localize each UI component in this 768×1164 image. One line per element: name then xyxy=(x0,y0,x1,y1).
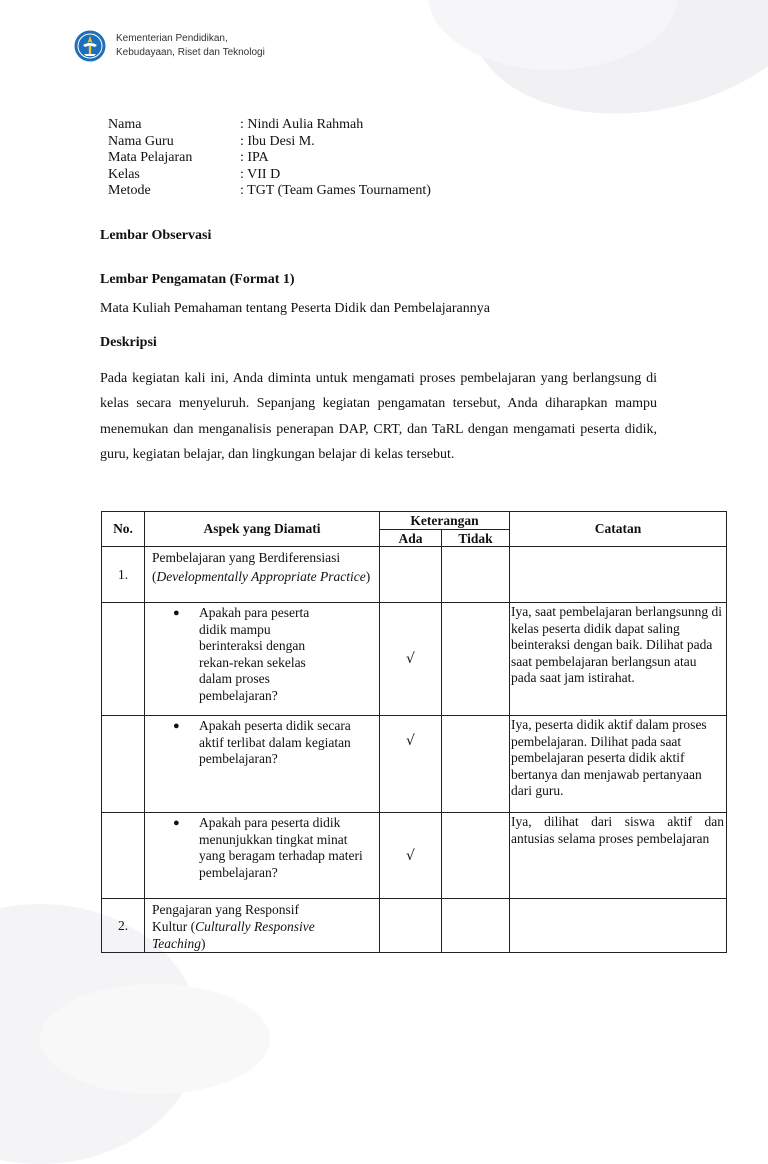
question-text: Apakah peserta didik secara aktif terlibat dalam kegiatan pembelajaran? xyxy=(199,718,351,766)
bullet-icon: ● xyxy=(173,817,180,829)
identity-label: Kelas xyxy=(108,166,140,182)
catatan-text: Iya, saat pembelajaran berlangsunng di kelas peserta didik dapat saling beinteraksi dengan baik. Dilihat pada saat pembelajaran berlangsun atau pada saat jam istirahat. xyxy=(510,603,727,716)
question xyxy=(145,813,379,881)
table-row xyxy=(102,716,727,813)
number-cell xyxy=(102,716,145,813)
table-header-row xyxy=(102,512,727,530)
identity-value: : VII D xyxy=(240,166,281,182)
mata-kuliah-text: Mata Kuliah Pemahaman tentang Peserta Didik dan Pembelajarannya xyxy=(100,301,490,316)
background-shape xyxy=(40,984,270,1094)
tidak-cell xyxy=(442,899,510,953)
header-ada: Ada xyxy=(380,530,442,547)
tidak-cell xyxy=(442,813,510,899)
header-tidak: Tidak xyxy=(442,530,510,547)
identity-label: Mata Pelajaran xyxy=(108,150,193,165)
identity-value: : TGT (Team Games Tournament) xyxy=(240,183,431,198)
ada-check-mark: √ xyxy=(380,813,442,899)
table-row xyxy=(102,813,727,899)
section-number: 1. xyxy=(102,547,145,603)
ministry-name xyxy=(116,32,265,60)
deskripsi-paragraph: Pada kegiatan kali ini, Anda diminta untuk mengamati proses pembelajaran yang berlangsung di kelas secara menyeluruh. Sepanjang kegiatan pengamatan tersebut, Anda diharapkan mampu menemukan dan menganalisis penerapan DAP, CRT, dan TaRL dengan mengamati peserta didik, guru, kegiatan belajar, dan lingkungan belajar di kelas tersebut. xyxy=(100,371,657,462)
question-cell xyxy=(145,603,380,716)
table-section-row xyxy=(102,547,727,603)
section-title xyxy=(145,899,379,952)
heading-lembar-observasi: Lembar Observasi xyxy=(100,228,212,243)
heading-lembar-pengamatan: Lembar Pengamatan (Format 1) xyxy=(100,272,295,287)
question-cell xyxy=(145,813,380,899)
tidak-cell xyxy=(442,603,510,716)
identity-value: : IPA xyxy=(240,150,269,165)
catatan-cell xyxy=(510,547,727,603)
identity-row-mapel xyxy=(108,150,431,167)
header-no: No. xyxy=(102,512,145,547)
number-cell xyxy=(102,813,145,899)
header-keterangan: Keterangan xyxy=(380,512,510,530)
question xyxy=(145,603,379,704)
section-title-cell xyxy=(145,547,380,603)
identity-row-metode xyxy=(108,183,431,200)
header-aspek: Aspek yang Diamati xyxy=(145,512,380,547)
ministry-line2: Kebudayaan, Riset dan Teknologi xyxy=(116,47,265,58)
observation-table xyxy=(101,511,727,953)
question-text: Apakah para peserta didik menunjukkan tingkat minat yang beragam terhadap materi pembelajaran? xyxy=(199,815,363,880)
identity-block xyxy=(108,117,431,200)
bullet-icon: ● xyxy=(173,607,180,619)
ada-cell xyxy=(380,547,442,603)
identity-label: Metode xyxy=(108,183,151,198)
section-title-end: ) xyxy=(365,568,371,584)
heading-deskripsi: Deskripsi xyxy=(100,335,157,350)
section-title-end: ) xyxy=(201,936,206,951)
question xyxy=(145,716,379,768)
identity-row-kelas xyxy=(108,167,431,184)
question-text: Apakah para peserta didik mampu berinteraksi dengan rekan-rekan sekelas dalam proses pembelajaran? xyxy=(199,605,310,703)
ada-check-mark: √ xyxy=(380,716,442,813)
section-number: 2. xyxy=(102,899,145,953)
identity-label: Nama xyxy=(108,117,142,132)
ada-check-mark: √ xyxy=(380,603,442,716)
catatan-text: Iya, peserta didik aktif dalam proses pembelajaran. Dilihat pada saat pembelajaran peserta didik aktif bertanya dan menjawab pertanyaan dari guru. xyxy=(510,716,727,813)
section-title-text: Pembelajaran yang Berdiferensiasi ( xyxy=(152,550,341,584)
tidak-cell xyxy=(442,547,510,603)
section-title-cell xyxy=(145,899,380,953)
catatan-text: Iya, dilihat dari siswa aktif dan antusias selama proses pembelajaran xyxy=(510,813,727,899)
ministry-header xyxy=(74,30,265,62)
table-section-row xyxy=(102,899,727,953)
catatan-cell xyxy=(510,899,727,953)
section-title-italic: Developmentally Appropriate Practice xyxy=(156,568,366,584)
bullet-icon: ● xyxy=(173,720,180,732)
section-title xyxy=(145,547,379,586)
identity-label: Nama Guru xyxy=(108,133,174,149)
tidak-cell xyxy=(442,716,510,813)
header-catatan: Catatan xyxy=(510,512,727,547)
identity-row-nama xyxy=(108,117,431,134)
section-title-italic: Culturally Responsive Teaching xyxy=(152,919,315,951)
section-title-text: Pengajaran yang Responsif Kultur ( xyxy=(152,902,299,934)
ministry-line1: Kementerian Pendidikan, xyxy=(116,33,228,44)
ada-cell xyxy=(380,899,442,953)
number-cell xyxy=(102,603,145,716)
tut-wuri-handayani-logo-icon xyxy=(74,30,106,62)
identity-value: : Ibu Desi M. xyxy=(240,133,315,149)
identity-value: : Nindi Aulia Rahmah xyxy=(240,117,364,132)
question-cell xyxy=(145,716,380,813)
identity-row-guru xyxy=(108,134,431,151)
table-row xyxy=(102,603,727,716)
